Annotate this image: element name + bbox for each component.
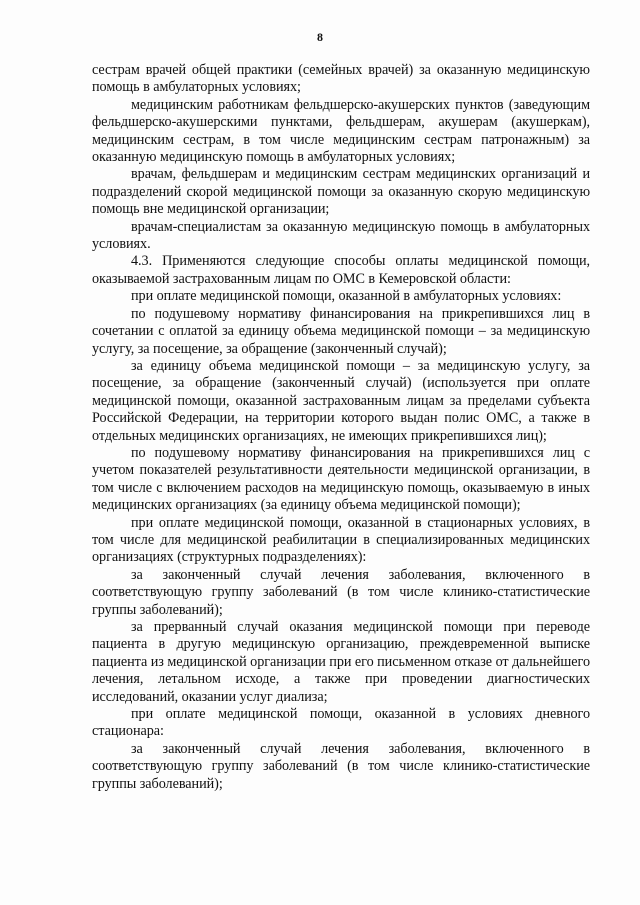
paragraph: врачам-специалистам за оказанную медицинскую помощь в амбулаторных условиях. — [92, 218, 590, 253]
paragraph: при оплате медицинской помощи, оказанной в амбулаторных условиях: — [131, 288, 562, 305]
section-paragraph: 4.3. Применяются следующие способы оплаты медицинской помощи, оказываемой застрахованным лицам по ОМС в Кемеровской области: — [92, 253, 590, 287]
paragraph: за законченный случай лечения заболевания, включенного в соответствующую группу заболеваний (в том числе клинико-статистические группы заболеваний); — [92, 566, 590, 618]
paragraph: по подушевому нормативу финансирования на прикрепившихся лиц с учетом показателей результативности деятельности медицинской организации, в том числе с включением расходов на медицинскую помощь, оказываемую в иных медицинских организациях (за единицу объема медицинской помощи); — [92, 444, 590, 514]
paragraph: медицинским работникам фельдшерско-акушерских пунктов (заведующим фельдшерско-акушерскими пунктами, фельдшерам, акушерам (акушеркам), медицинским сестрам, в том числе медицинским сестрам патронажным) за оказанную медицинскую помощь в амбулаторных условиях; — [92, 96, 590, 166]
paragraph: за единицу объема медицинской помощи – за медицинскую услугу, за посещение, за обращение (законченный случай) (используется при оплате медицинской помощи, оказанной застрахованным лицам за пределами субъекта Российской Федерации, на территории которого выдан полис ОМС, а также в отдельных медицинских организациях, не имеющих прикрепившихся лиц); — [92, 357, 590, 444]
paragraph: за законченный случай лечения заболевания, включенного в соответствующую группу заболеваний (в том числе клинико-статистические группы заболеваний); — [92, 740, 590, 792]
paragraph: при оплате медицинской помощи, оказанной в стационарных условиях, в том числе для медицинской реабилитации в специализированных медицинских организациях (структурных подразделениях): — [92, 514, 590, 566]
page-number: 8 — [317, 30, 323, 44]
paragraph: врачам, фельдшерам и медицинским сестрам медицинских организаций и подразделений скорой медицинской помощи за оказанную скорую медицинскую помощь вне медицинской организации; — [92, 166, 590, 218]
paragraph: по подушевому нормативу финансирования на прикрепившихся лиц в сочетании с оплатой за единицу объема медицинской помощи – за медицинскую услугу, за посещение, за обращение (законченный случай); — [92, 305, 590, 357]
paragraph: сестрам врачей общей практики (семейных врачей) за оказанную медицинскую помощь в амбулаторных условиях; — [92, 62, 590, 96]
paragraph: за прерванный случай оказания медицинской помощи при переводе пациента в другую медицинскую организацию, преждевременной выписке пациента из медицинской организации при его письменном отказе от дальнейшего лечения, летальном исходе, а также при проведении диагностических исследований, оказании услуг диализа; — [92, 619, 590, 705]
document-body — [92, 62, 590, 793]
paragraph: при оплате медицинской помощи, оказанной в условиях дневного стационара: — [92, 706, 590, 740]
